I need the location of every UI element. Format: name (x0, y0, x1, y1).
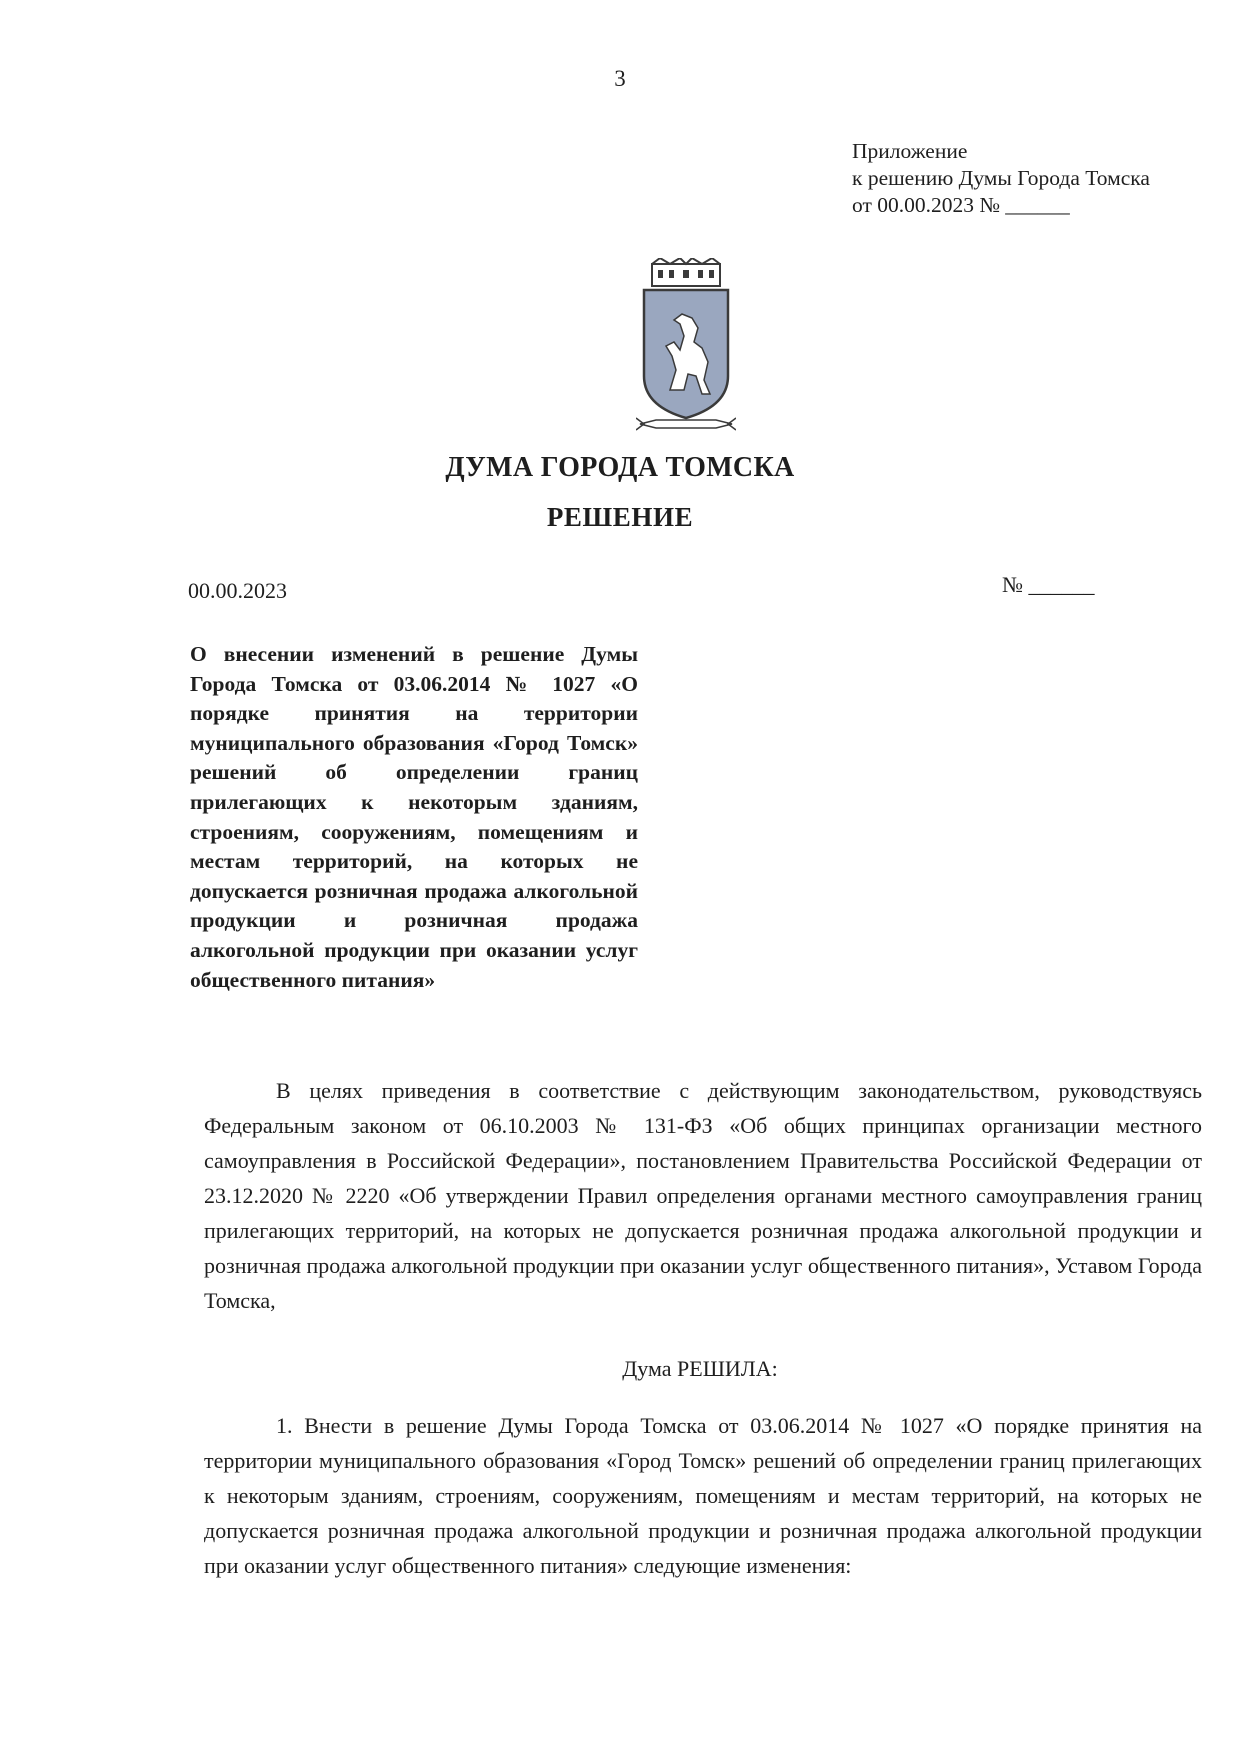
page-number: 3 (614, 66, 626, 91)
appendix-line-1: Приложение (852, 139, 968, 163)
decision-subject: О внесении изменений в решение Думы Города Томска от 03.06.2014 № 1027 «О порядке принятия на территории муниципального образования «Город Томск» решений об определении границ прилегающих к некоторым зданиям, строениям, сооружениям, помещениям и местам территорий, на которых не допускается розничная продажа алкогольной продукции и розничная продажа алкогольной продукции при оказании услуг общественного питания» (190, 642, 638, 992)
appendix-line-2: к решению Думы Города Томска (852, 166, 1150, 190)
council-title: ДУМА ГОРОДА ТОМСКА (445, 452, 795, 483)
preamble-paragraph: В целях приведения в соответствие с действующим законодательством, руководствуясь Федеральным законом от 06.10.2003 № 131-ФЗ «Об общих принципах организации местного самоуправления в Российской Федерации», постановлением Правительства Российской Федерации от 23.12.2020 № 2220 «Об утверждении Правил определения органами местного самоуправления границ прилегающих территорий, на которых не допускается розничная продажа алкогольной продукции и розничная продажа алкогольной продукции при оказании услуг общественного питания», Уставом Города Томска, (204, 1078, 1202, 1313)
decision-date: 00.00.2023 (188, 578, 287, 603)
decision-number: № ______ (1002, 572, 1095, 597)
document-type: РЕШЕНИЕ (546, 502, 694, 532)
tomsk-coat-of-arms-icon (636, 258, 736, 438)
appendix-line-3: от 00.00.2023 № ______ (852, 193, 1070, 217)
appendix-note (852, 138, 1150, 219)
resolved-heading: Дума РЕШИЛА: (622, 1356, 778, 1381)
item-1-paragraph: 1. Внести в решение Думы Города Томска от 03.06.2014 № 1027 «О порядке принятия на территории муниципального образования «Город Томск» решений об определении границ прилегающих к некоторым зданиям, строениям, сооружениям, помещениям и местам территорий, на которых не допускается розничная продажа алкогольной продукции и розничная продажа алкогольной продукции при оказании услуг общественного питания» следующие изменения: (204, 1413, 1202, 1578)
